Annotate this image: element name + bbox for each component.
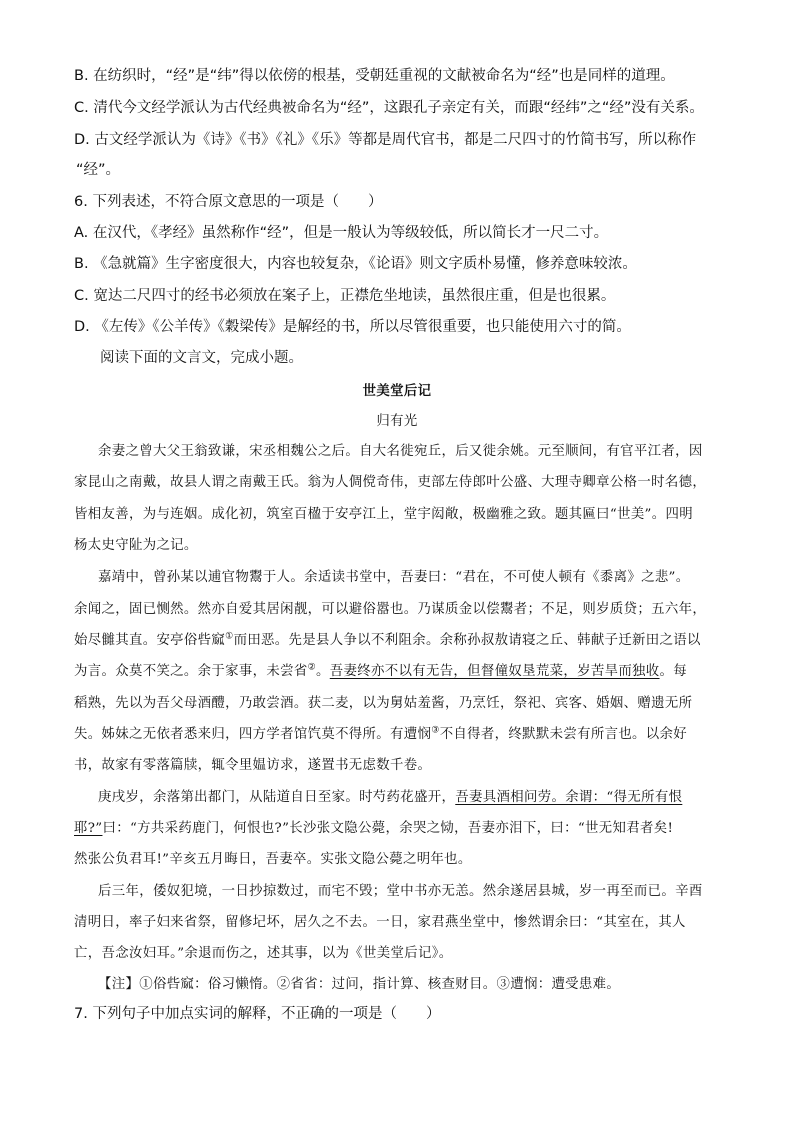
q5-option-d-line2: “经”。: [76, 162, 121, 178]
footnote-marker: ③: [431, 725, 440, 736]
underlined-sentence: 吾妻具酒相问劳。余谓：“得无所有恨: [455, 790, 683, 805]
passage-p4-line: 清明日，率子妇来省祭，留修圮坏，居久之不去。一日，家君燕坐堂中，惨然谓余曰：“其室在，其人: [74, 915, 686, 930]
passage-p2-line: 稻熟，先以为吾父母酒醴，乃敢尝酒。获二麦，以为舅姑羞酱，乃烹饪，祭祀、宾客、婚姻、赠遗无所: [74, 696, 693, 711]
passage-p2-line: 嘉靖中，曾孙某以逋官物鬻于人。余适读书堂中，吾妻曰：“君在，不可使人顿有《黍离》之悲”。: [98, 570, 690, 585]
q7-stem: 7. 下列句子中加点实词的解释，不正确的一项是（ ）: [74, 1006, 441, 1022]
footnote-marker: ①: [225, 631, 234, 642]
q6-option-a: A. 在汉代，《孝经》虽然称作“经”，但是一般认为等级较低，所以简长才一尺二寸。: [74, 225, 609, 241]
passage-text: 。: [316, 664, 330, 679]
passage-text: 曰：“方共采药鹿门，何恨也?”长沙张文隐公薨，余哭之恸，吾妻亦泪下，曰：“世无知君者矣!: [102, 821, 674, 836]
passage-title: 世美堂后记: [362, 383, 432, 399]
underlined-sentence: 吾妻终亦不以有无告，但督僮奴垦荒菜，岁苦旱而独收: [329, 664, 660, 679]
passage-text: 始尽雠其直。安亭俗呰窳: [74, 633, 226, 648]
footnote-marker: ②: [307, 662, 317, 673]
passage-text: 而田恶。先是县人争以不利阻余。余称孙叔敖请寝之丘、韩献子迁新田之语以: [233, 633, 701, 648]
passage-p2-line: 余闻之，固已恻然。然亦自爱其居闲靓，可以避俗嚣也。乃谋质金以偿鬻者；不足，则岁质贷；五六年，: [74, 602, 707, 617]
q5-option-c: C. 清代今文经学派认为古代经典被命名为“经”，这跟孔子亲定有关，而跟“经纬”之“经”没有关系。: [74, 100, 704, 116]
q6-stem: 6. 下列表述，不符合原文意思的一项是（ ）: [74, 194, 383, 210]
passage-p3-line: [98, 788, 682, 808]
passage-p2-line: 书，故家有零落篇牍，辄令里媪访求，遂置书无虑数千卷。: [74, 758, 432, 773]
passage-text: 。每: [659, 664, 688, 679]
passage-text: 不自得者，终默默未尝有所言也。以余好: [439, 727, 688, 742]
reading-instruction: 阅读下面的文言文，完成小题。: [100, 350, 303, 366]
passage-author: 归有光: [376, 414, 418, 429]
passage-p1-line: 余妻之曾大父王翁致谦，宋丞相魏公之后。自大名徙宛丘，后又徙余姚。元至顺间，有官平江者，因: [98, 444, 703, 459]
passage-p2-line: [74, 631, 701, 651]
passage-p4-line: 后三年，倭奴犯境，一日抄掠数过，而宅不毁；堂中书亦无恙。然余遂居县城，岁一再至而已。辛酉: [98, 884, 703, 899]
q6-option-c: C. 宽达二尺四寸的经书必须放在案子上，正襟危坐地读，虽然很庄重，但是也很累。: [74, 288, 616, 304]
passage-p1-line: 皆相友善，为与连姻。成化初，筑室百楹于安亭江上，堂宇闳敞，极幽雅之致。题其匾曰“世美”。四明: [74, 507, 693, 522]
passage-p1-line: 家昆山之南戴，故县人谓之南戴王氏。翁为人倜傥奇伟，吏部左侍郎叶公盛、大理寺卿章公格一时名德，: [74, 475, 707, 490]
q5-option-d-line1: D. 古文经学派认为《诗》《书》《礼》《乐》等都是周代官书，都是二尺四寸的竹简书写，所以称作: [74, 132, 697, 148]
passage-p2-line: [74, 725, 687, 745]
passage-text: 失。姊妹之无依者悉来归，四方学者馆饩莫不得所。有遭悯: [74, 727, 432, 742]
q6-option-d: D. 《左传》《公羊传》《穀梁传》是解经的书，所以尽管很重要，也只能使用六寸的简。: [74, 319, 631, 335]
underlined-sentence: 耶?”: [74, 821, 103, 836]
passage-p2-line: [74, 662, 687, 682]
passage-p4-line: 亡，吾念汝妇耳。”余退而伤之，述其事，以为《世美堂后记》。: [74, 946, 453, 961]
q5-option-b: B. 在纺织时，“经”是“纬”得以依傍的根基，受朝廷重视的文献被命名为“经”也是同样的道理。: [74, 68, 675, 84]
passage-footnote: 【注】①俗呰窳：俗习懒惰。②省省：过问，指计算、核查财目。③遭悯：遭受患难。: [98, 977, 621, 992]
passage-text: 为言。众莫不笑之。余于家事，未尝省: [74, 664, 308, 679]
passage-text: 庚戌岁，余落第出都门，从陆道自日至家。时芍药花盛开，: [98, 790, 456, 805]
passage-p1-line: 杨太史守阯为之记。: [74, 538, 198, 553]
passage-p3-line: 然张公负君耳!”辛亥五月晦日，吾妻卒。实张文隐公薨之明年也。: [74, 852, 472, 867]
q6-option-b: B. 《急就篇》生字密度很大，内容也较复杂，《论语》则文字质朴易懂，修养意味较浓。: [74, 256, 637, 272]
passage-p3-line: [74, 819, 673, 839]
